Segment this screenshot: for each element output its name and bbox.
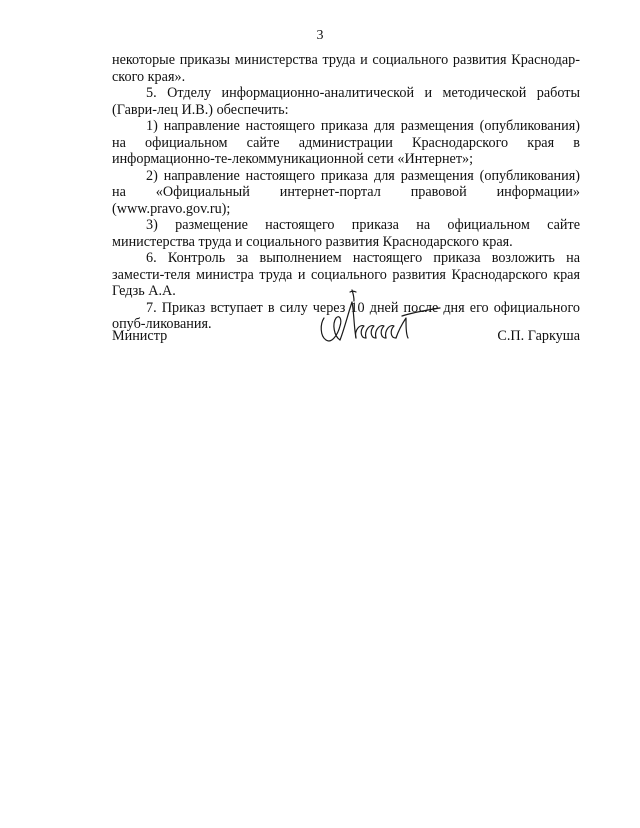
paragraph-item-6: 6. Контроль за выполнением настоящего приказа возложить на замести-теля министра труда и социального развития Краснодарского края Гедзь А.А. <box>112 250 580 299</box>
signature-block <box>112 320 580 360</box>
signatory-position: Министр <box>112 328 168 344</box>
paragraph-item-7: 7. Приказ вступает в силу через 10 дней после дня его официального опуб-ликования. <box>112 299 580 332</box>
paragraph-subitem-1: 1) направление настоящего приказа для размещения (опубликования) на официальном сайте администрации Краснодарского края в информационно-те-лекоммуникационной сети «Интернет»; <box>112 118 580 167</box>
paragraph-item-5: 5. Отделу информационно-аналитической и методической работы (Гаври-лец И.В.) обеспечить: <box>112 85 580 118</box>
signatory-name: С.П. Гаркуша <box>497 328 580 344</box>
paragraph-continuation: некоторые приказы министерства труда и социального развития Краснодар-ского края». <box>112 52 580 85</box>
handwritten-signature-icon <box>310 284 450 356</box>
page-number: 3 <box>316 28 324 43</box>
paragraph-subitem-3: 3) размещение настоящего приказа на официальном сайте министерства труда и социального развития Краснодарского края. <box>112 217 580 250</box>
paragraph-subitem-2: 2) направление настоящего приказа для размещения (опубликования) на «Официальный интернет-портал правовой информации» (www.pravo.gov.ru); <box>112 167 580 217</box>
